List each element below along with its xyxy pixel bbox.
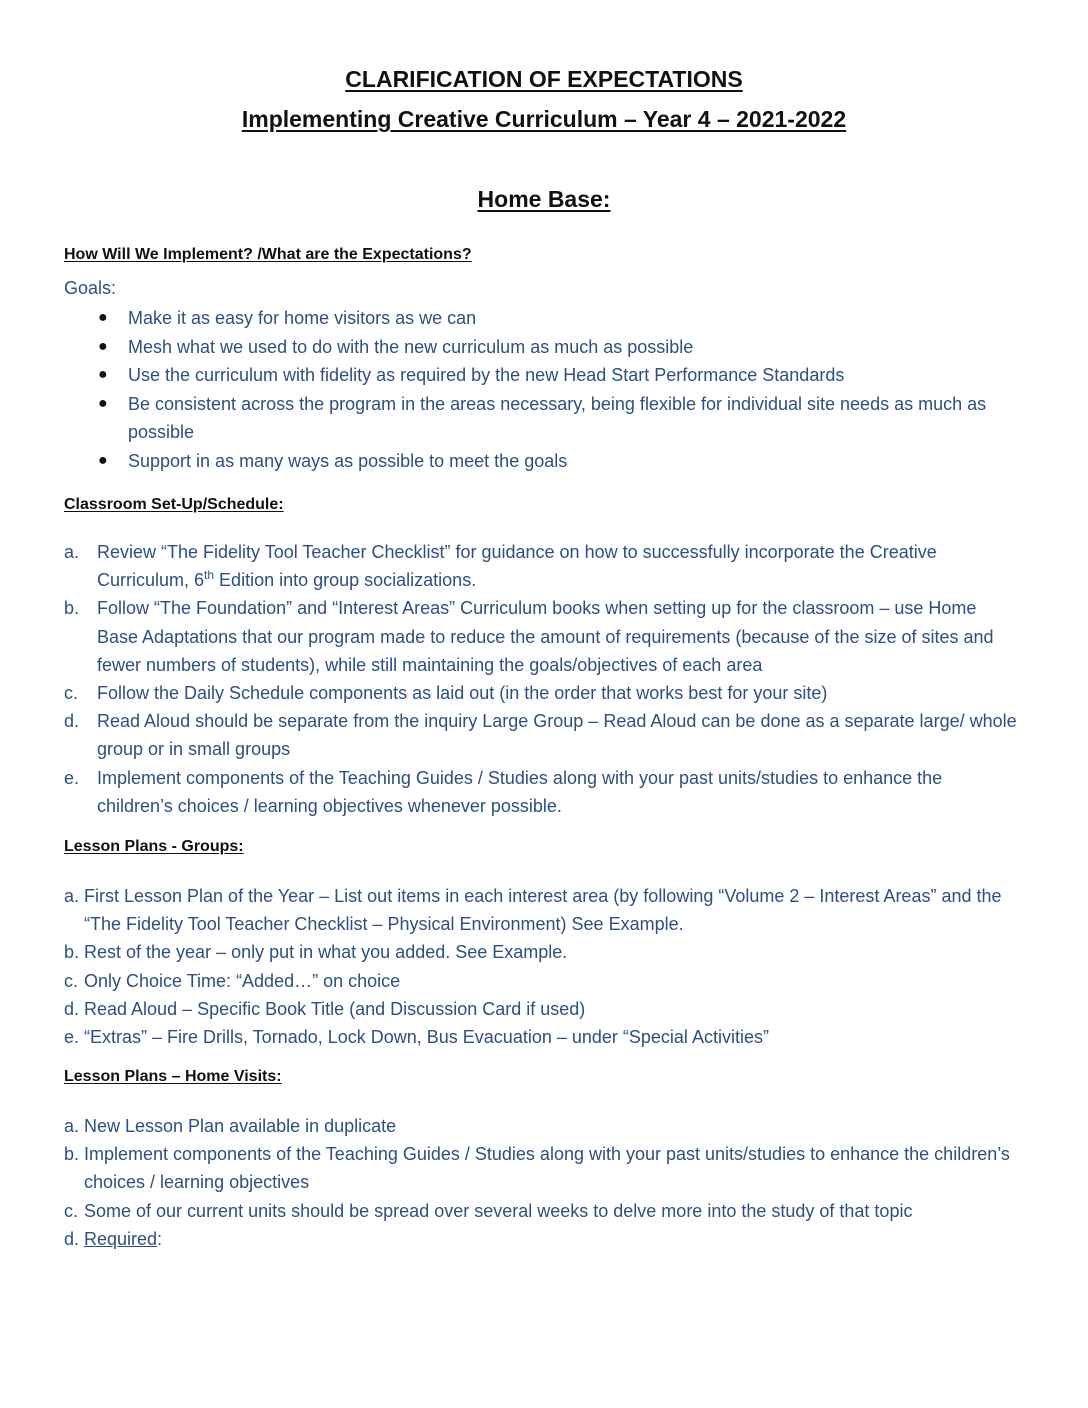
list-item: e. Implement components of the Teaching Guides / Studies along with your past units/studies to enhance the children’s choices / learning objectives whenever possible.	[64, 767, 943, 816]
list-item: c. Follow the Daily Schedule components as laid out (in the order that works best for your site)	[64, 683, 828, 704]
heading-implementation-expectations: How Will We Implement? /What are the Expectations?	[64, 246, 472, 263]
lesson-plans-groups-list	[64, 882, 1024, 1051]
list-item: ● Use the curriculum with fidelity as required by the new Head Start Performance Standards	[64, 361, 988, 390]
list-item: a. Review “The Fidelity Tool Teacher Checklist” for guidance on how to successfully incorporate the Creative Curriculum, 6th Edition into group socializations.	[64, 542, 937, 591]
heading-lesson-plans-home-visits: Lesson Plans – Home Visits:	[64, 1068, 282, 1085]
list-item: ● Make it as easy for home visitors as we can	[64, 304, 988, 333]
document-subtitle: Implementing Creative Curriculum – Year 4 – 2021-2022	[241, 106, 847, 132]
lesson-plans-home-visits-list	[64, 1112, 1024, 1253]
list-item: c. Only Choice Time: “Added…” on choice	[64, 970, 401, 991]
list-item: b. Implement components of the Teaching Guides / Studies along with your past units/studies to enhance the children’s choices / learning objectives	[64, 1144, 1010, 1193]
list-item: e. “Extras” – Fire Drills, Tornado, Lock Down, Bus Evacuation – under “Special Activities”	[64, 1027, 769, 1048]
list-item: ● Be consistent across the program in the areas necessary, being flexible for individual site needs as much as possible	[64, 390, 988, 447]
classroom-setup-list	[64, 538, 1017, 820]
bullet-icon: ●	[98, 366, 108, 384]
section-title-home-base: Home Base:	[477, 186, 611, 212]
bullet-icon: ●	[98, 309, 108, 326]
document-title: CLARIFICATION OF EXPECTATIONS	[345, 66, 743, 92]
bullet-icon: ●	[98, 394, 108, 412]
list-item: d. Read Aloud – Specific Book Title (and Discussion Card if used)	[64, 998, 586, 1019]
list-item: b. Rest of the year – only put in what you added. See Example.	[64, 942, 568, 963]
list-item: a. First Lesson Plan of the Year – List out items in each interest area (by following “Volume 2 – Interest Areas” and the “The Fidelity Tool Teacher Checklist – Physical Environment) See Example.	[64, 886, 1002, 935]
bullet-icon: ●	[98, 337, 108, 355]
list-item: d. Read Aloud should be separate from the inquiry Large Group – Read Aloud can be done as a separate large/ whole group or in small groups	[64, 711, 1017, 760]
bullet-icon: ●	[98, 451, 108, 469]
list-item: ● Mesh what we used to do with the new curriculum as much as possible	[64, 333, 988, 362]
goals-list	[64, 304, 988, 476]
list-item: a. New Lesson Plan available in duplicate	[64, 1116, 397, 1136]
list-item: d. Required:	[64, 1228, 163, 1249]
heading-classroom-setup: Classroom Set-Up/Schedule:	[64, 496, 284, 513]
list-item: c. Some of our current units should be spread over several weeks to delve more into the study of that topic	[64, 1200, 913, 1221]
list-item: b. Follow “The Foundation” and “Interest Areas” Curriculum books when setting up for the classroom – use Home Base Adaptations that our program made to reduce the amount of requirements (because of the size of sites and fewer numbers of students), while still maintaining the goals/objectives of each area	[64, 598, 994, 675]
list-item: ● Support in as many ways as possible to meet the goals	[64, 447, 988, 476]
heading-lesson-plans-groups: Lesson Plans - Groups:	[64, 838, 244, 855]
goals-label: Goals:	[64, 278, 117, 298]
